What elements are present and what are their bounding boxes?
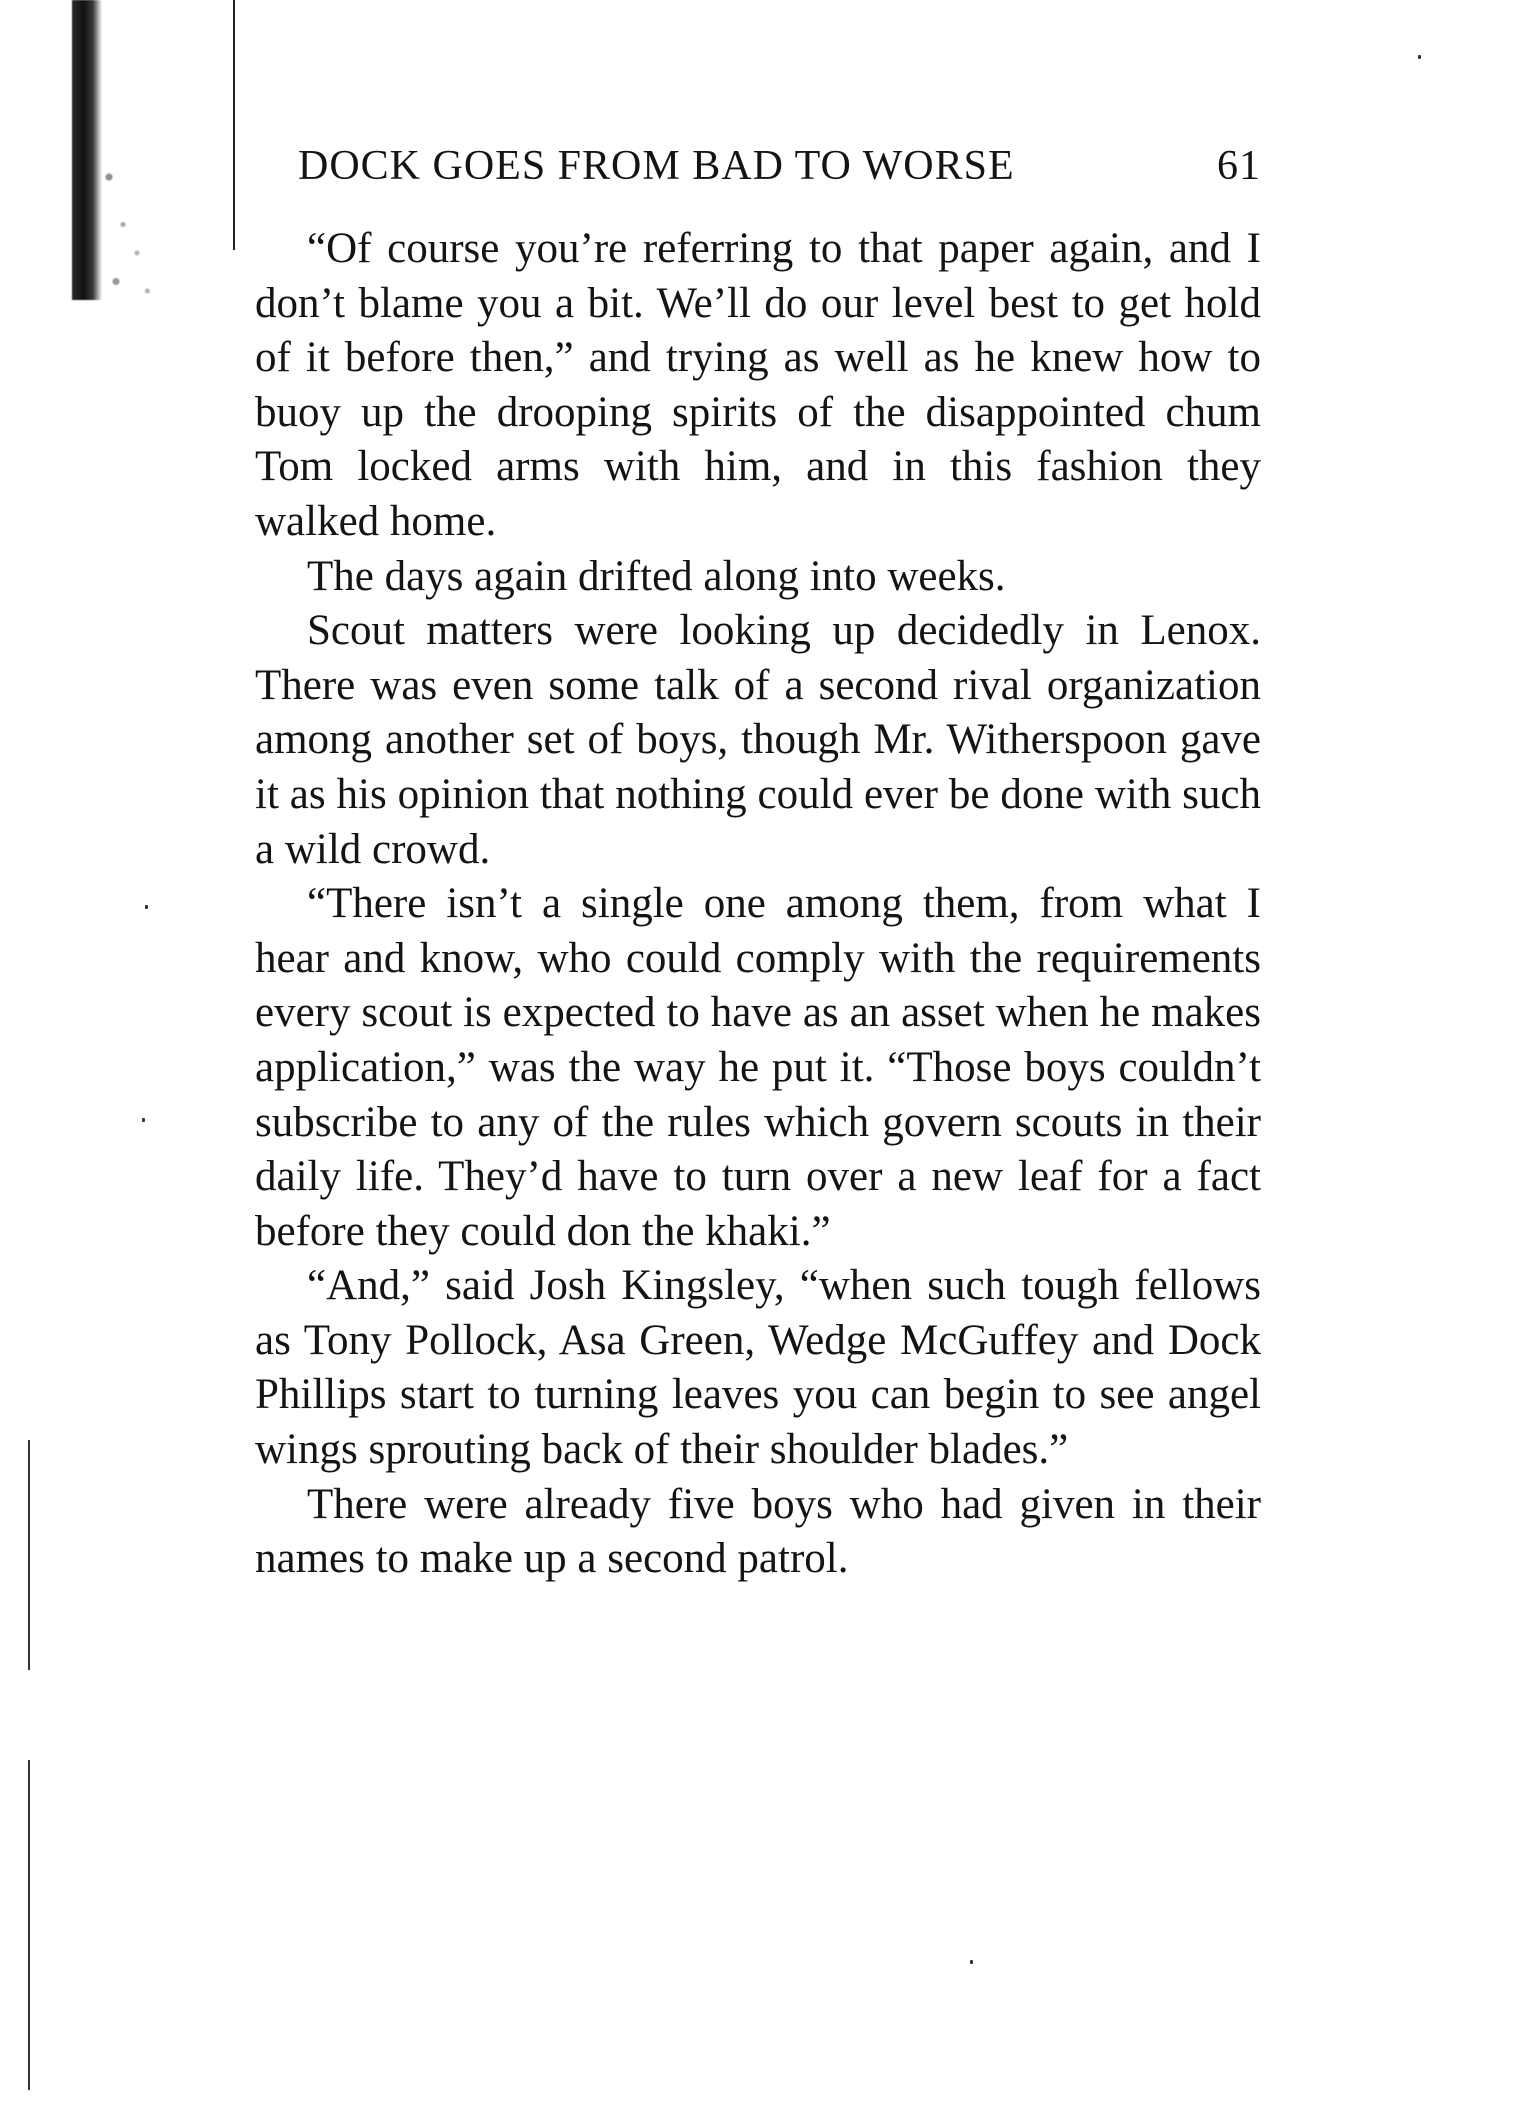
body-text [255,222,1261,1587]
paragraph: There were already five boys who had given in their names to make up a second patrol. [255,1480,1261,1583]
page-number: 61 [1217,143,1261,189]
paragraph: “Of course you’re referring to that paper again, and I don’t blame you a bit. We’ll do our level best to get hold of it before then,” and trying as well as he knew how to buoy up the drooping spirits of the disappointed chum Tom locked arms with him, and in this fashion they walked home. [255,225,1261,545]
gutter-line [233,0,235,250]
running-head: DOCK GOES FROM BAD TO WORSE [298,143,1015,189]
page-header [298,140,1261,192]
scan-speck [970,1960,973,1964]
paragraph: The days again drifted along into weeks. [307,552,1006,600]
paragraph: “There isn’t a single one among them, from what I hear and know, who could comply with the requirements every scout is expected to have as an asset when he makes application,” was the way he put it. “Those boys couldn’t subscribe to any of the rules which govern scouts in their daily life. They’d have to turn over a new leaf for a fact before they could don the khaki.” [255,880,1261,1255]
binding-speckle [95,120,165,310]
scan-speck [142,1118,145,1122]
scan-speck [1418,55,1421,59]
page-edge-line [28,1760,30,2090]
page-edge-line [28,1440,30,1670]
paragraph: Scout matters were looking up decidedly in Lenox. There was even some talk of a second rival organization among another set of boys, though Mr. Witherspoon gave it as his opinion that nothing could ever be done with such a wild crowd. [255,607,1261,873]
scan-speck [145,905,148,909]
paragraph: “And,” said Josh Kingsley, “when such tough fellows as Tony Pollock, Asa Green, Wedge McGuffey and Dock Phillips start to turning leaves you can begin to see angel wings sprouting back of their shoulder blades.” [255,1262,1261,1474]
